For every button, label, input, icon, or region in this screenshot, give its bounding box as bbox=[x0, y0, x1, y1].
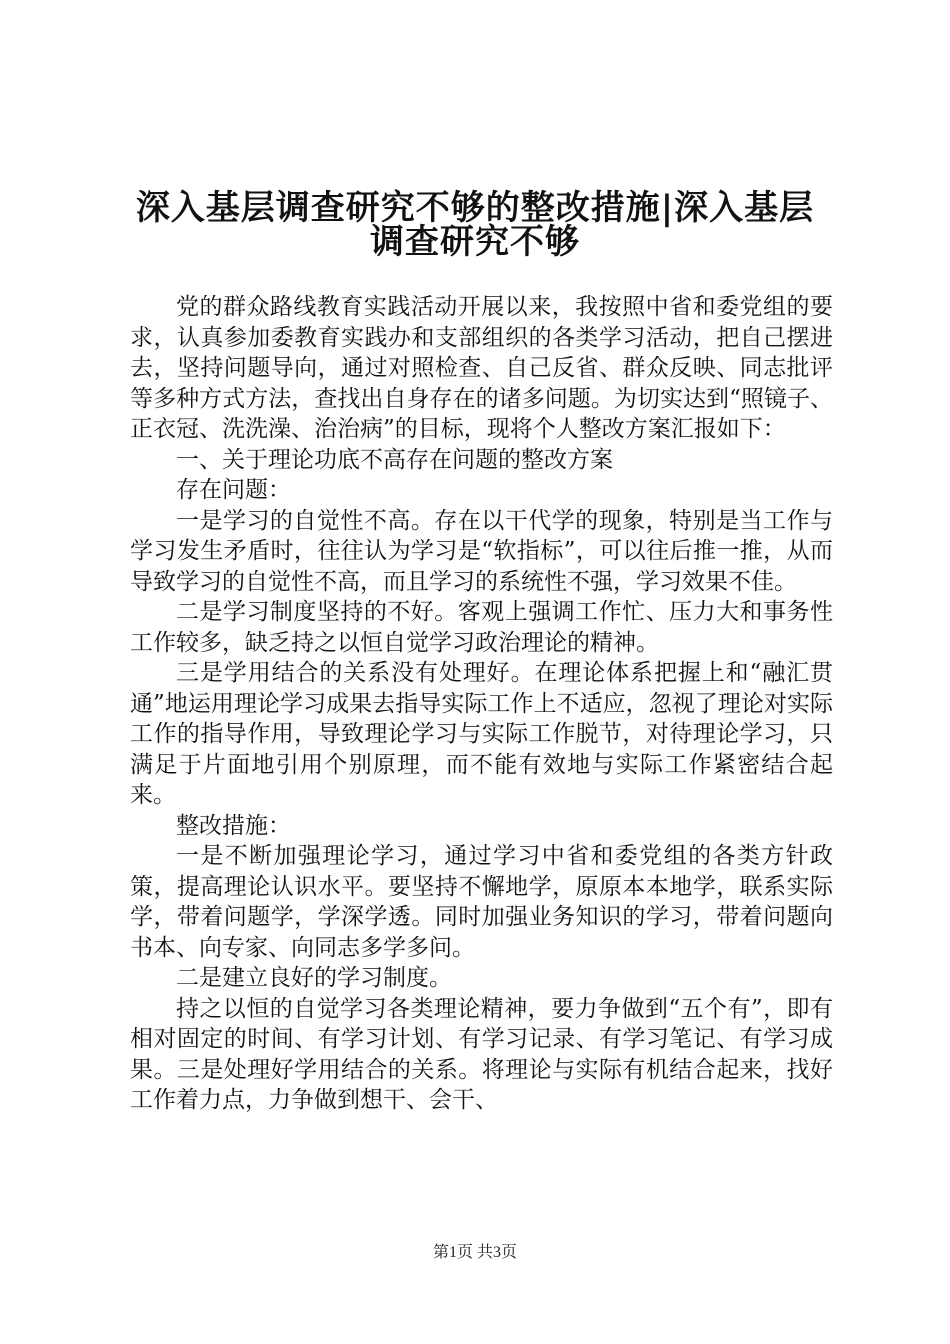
paragraph-problem-3: 三是学用结合的关系没有处理好。在理论体系把握上和“融汇贯通”地运用理论学习成果去指导实际工作上不适应，忽视了理论对实际工作的指导作用，导致理论学习与实际工作脱节，对待理论学习，只满足于片面地引用个别原理，而不能有效地与实际工作紧密结合起来。 bbox=[130, 660, 833, 808]
paragraph-problem-1: 一是学习的自觉性不高。存在以干代学的现象，特别是当工作与学习发生矛盾时，往往认为学习是“软指标”，可以往后推一推，从而导致学习的自觉性不高，而且学习的系统性不强，学习效果不佳。 bbox=[130, 507, 833, 595]
paragraph-intro: 党的群众路线教育实践活动开展以来，我按照中省和委党组的要求，认真参加委教育实践办和支部组织的各类学习活动，把自己摆进去，坚持问题导向，通过对照检查、自己反省、群众反映、同志批评等多种方式方法，查找出自身存在的诸多问题。为切实达到“照镜子、正衣冠、洗洗澡、治治病”的目标，现将个人整改方案汇报如下： bbox=[130, 294, 833, 442]
section-heading-1: 一、关于理论功底不高存在问题的整改方案 bbox=[176, 446, 613, 473]
document-title-line-2: 调查研究不够 bbox=[370, 222, 580, 262]
subheading-measures: 整改措施： bbox=[176, 812, 291, 839]
paragraph-measure-3: 持之以恒的自觉学习各类理论精神，要力争做到“五个有”，即有相对固定的时间、有学习计划、有学习记录、有学习笔记、有学习成果。三是处理好学用结合的关系。将理论与实际有机结合起来，找好工作着力点，力争做到想干、会干、 bbox=[130, 995, 833, 1113]
paragraph-measure-2: 二是建立良好的学习制度。 bbox=[176, 965, 452, 991]
paragraph-problem-2: 二是学习制度坚持的不好。客观上强调工作忙、压力大和事务性工作较多，缺乏持之以恒自觉学习政治理论的精神。 bbox=[130, 599, 833, 656]
paragraph-measure-1: 一是不断加强理论学习，通过学习中省和委党组的各类方针政策，提高理论认识水平。要坚持不懈地学，原原本本地学，联系实际学，带着问题学，学深学透。同时加强业务知识的学习，带着问题向书本、向专家、向同志多学多问。 bbox=[130, 843, 833, 961]
document-title-line-1: 深入基层调查研究不够的整改措施|深入基层 bbox=[135, 188, 815, 228]
page-footer: 第1页 共3页 bbox=[432, 1244, 517, 1261]
subheading-problems: 存在问题： bbox=[176, 477, 291, 503]
document-body bbox=[130, 292, 833, 1116]
